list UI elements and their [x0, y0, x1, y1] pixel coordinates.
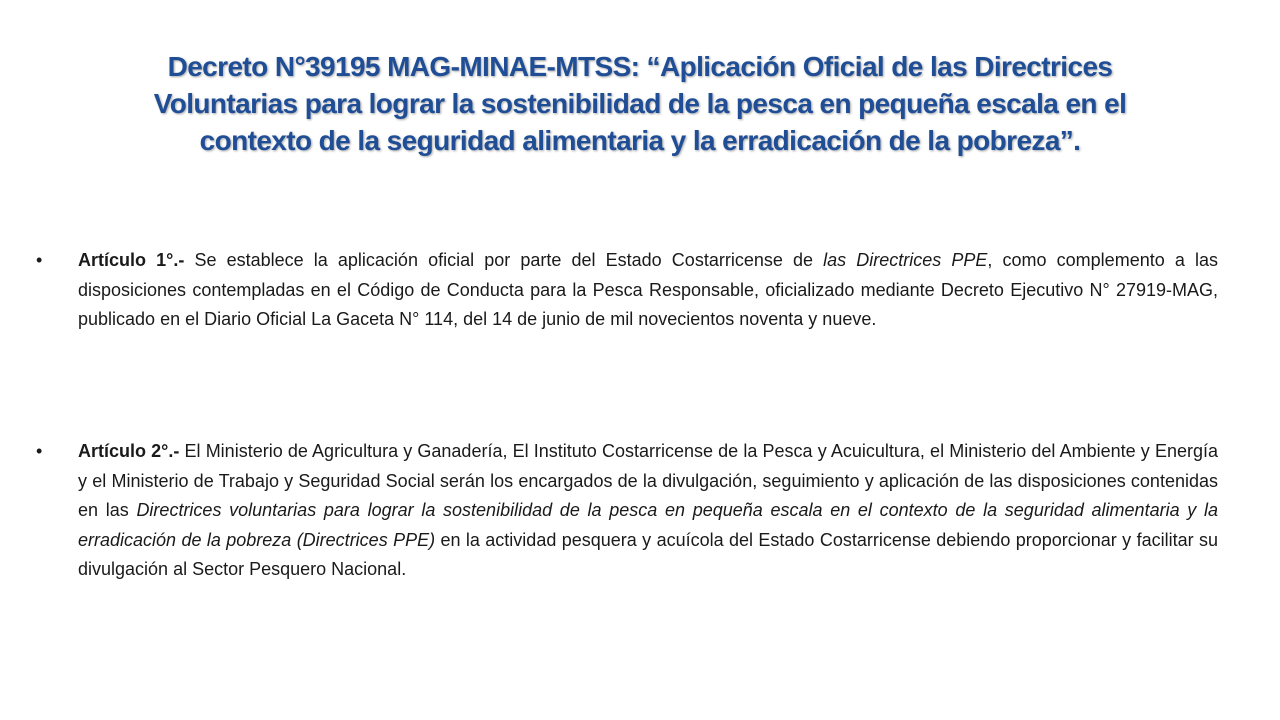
- bullet-icon: •: [36, 441, 43, 461]
- title-line-3: contexto de la seguridad alimentaria y la erradicación de la pobreza”.: [199, 125, 1081, 156]
- article-1-heading: Artículo 1°.-: [78, 250, 185, 270]
- article-1-italic: las Directrices PPE: [823, 250, 988, 270]
- title-line-1: Decreto N°39195 MAG-MINAE-MTSS: “Aplicación Oficial de las Directrices: [167, 51, 1113, 82]
- article-2-text-cont: en la actividad pesquera y acuícola del Estado Costarricense debiendo proporcionar y facilitar su divulgación al Sector Pesquero Nacional.: [78, 529, 1218, 579]
- article-2-italic: Directrices voluntarias para lograr la sostenibilidad de la pesca en pequeña escala en el contexto de la seguridad alimentaria y la erradicación de la pobreza (Directrices PPE): [78, 500, 1218, 550]
- article-1-text-cont: , como complemento a las disposiciones contempladas en el Código de Conducta para la Pesca Responsable, oficializado mediante Decreto Ejecutivo N° 27919-MAG, publicado en el Diario Oficial La Gaceta N° 114, del 14 de junio de mil novecientos noventa y nueve.: [78, 250, 1218, 329]
- bullet-icon: •: [36, 250, 43, 270]
- article-2: [36, 437, 1218, 585]
- title-line-2: Voluntarias para lograr la sostenibilidad de la pesca en pequeña escala en el: [153, 88, 1127, 119]
- article-2-text: El Ministerio de Agricultura y Ganadería, El Instituto Costarricense de la Pesca y Acuicultura, el Ministerio del Ambiente y Energía y el Ministerio de Trabajo y Seguridad Social serán los encargados de la divulgación, seguimiento y aplicación de las disposiciones contenidas en las: [78, 441, 1218, 520]
- slide-title: [60, 48, 1220, 159]
- article-1: [36, 246, 1218, 335]
- article-1-text: Se establece la aplicación oficial por parte del Estado Costarricense de: [184, 250, 824, 270]
- article-2-heading: Artículo 2°.-: [78, 441, 180, 461]
